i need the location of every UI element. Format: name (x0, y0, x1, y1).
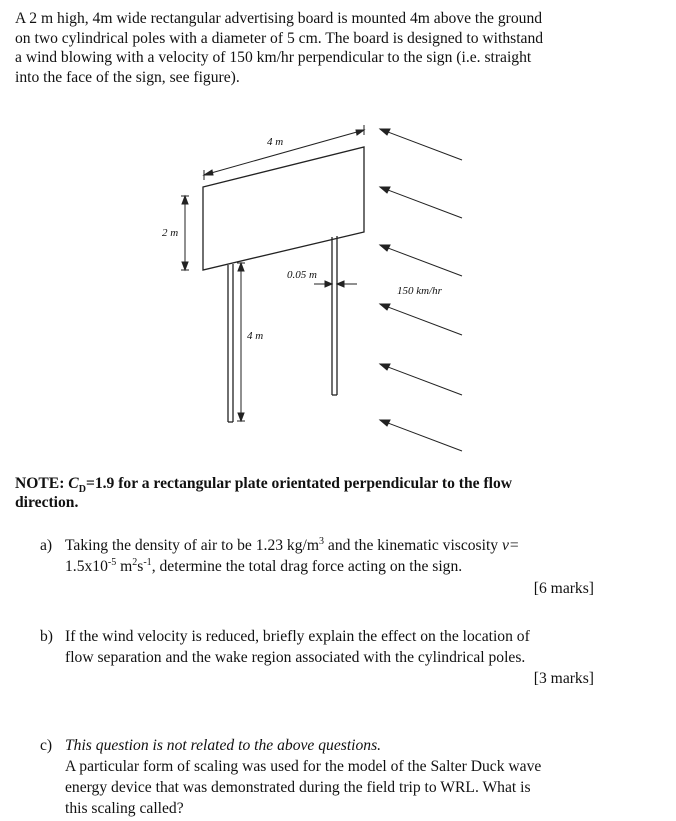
question-b-text: If the wind velocity is reduced, briefly explain the effect on the location of flow separation and the wake region associated with the cylindrical poles. (65, 628, 530, 666)
drag-coefficient-symbol: C (68, 475, 79, 492)
pole-height-label: 4 m (247, 330, 264, 342)
intro-line: on two cylindrical poles with a diameter of 5 cm. The board is designed to withstand (15, 29, 544, 47)
note-line: NOTE: $C_D=1.9$ for a rectangular plate orientated perpendicular to the flow (15, 475, 513, 496)
nu-symbol: ν= (502, 537, 520, 554)
question-c (40, 735, 620, 820)
marks-a: [6 marks] (533, 580, 594, 597)
question-a (40, 535, 620, 585)
question-letter: b) (40, 628, 53, 645)
board-height-label: 2 m (162, 227, 179, 239)
problem-statement (15, 9, 615, 87)
wind-arrow (380, 420, 462, 451)
question-a-text: Taking the density of air to be 1.23 $kg/m^3$ and the kinematic viscosity ν= $1.5x10^{-5}$ $m^2s^{-1}$, determine the total drag force acting on the sign. (65, 535, 520, 575)
intro-line: into the face of the sign, see figure). (15, 68, 240, 86)
note (15, 474, 605, 512)
sign-figure (140, 120, 480, 460)
wind-arrow (380, 245, 462, 276)
wind-arrow (380, 364, 462, 395)
wind-arrow (380, 187, 462, 218)
drag-coefficient-subscript: D (78, 484, 86, 496)
intro-line: a wind blowing with a velocity of 150 km/hr perpendicular to the sign (i.e. straight (15, 49, 532, 66)
marks-b: [3 marks] (533, 670, 594, 687)
wind-velocity-label: 150 km/hr (397, 285, 442, 297)
question-c-text: This question is not related to the above questions. A particular form of scaling was used for the model of the Salter Duck wave energy device that was demonstrated during the field trip to WRL. What is this scaling called? (65, 737, 542, 817)
wind-arrow (380, 304, 462, 335)
intro-line: A 2 m high, 4m wide rectangular advertising board is mounted 4m above the ground (15, 10, 543, 27)
wind-arrow (380, 129, 462, 160)
question-letter: c) (40, 737, 53, 754)
board-width-label: 4 m (267, 136, 284, 148)
pole-diameter-label: 0.05 m (287, 269, 317, 281)
advertising-board (203, 147, 364, 270)
note-line: direction. (15, 494, 79, 511)
question-b (40, 626, 620, 671)
question-letter: a) (40, 537, 53, 554)
